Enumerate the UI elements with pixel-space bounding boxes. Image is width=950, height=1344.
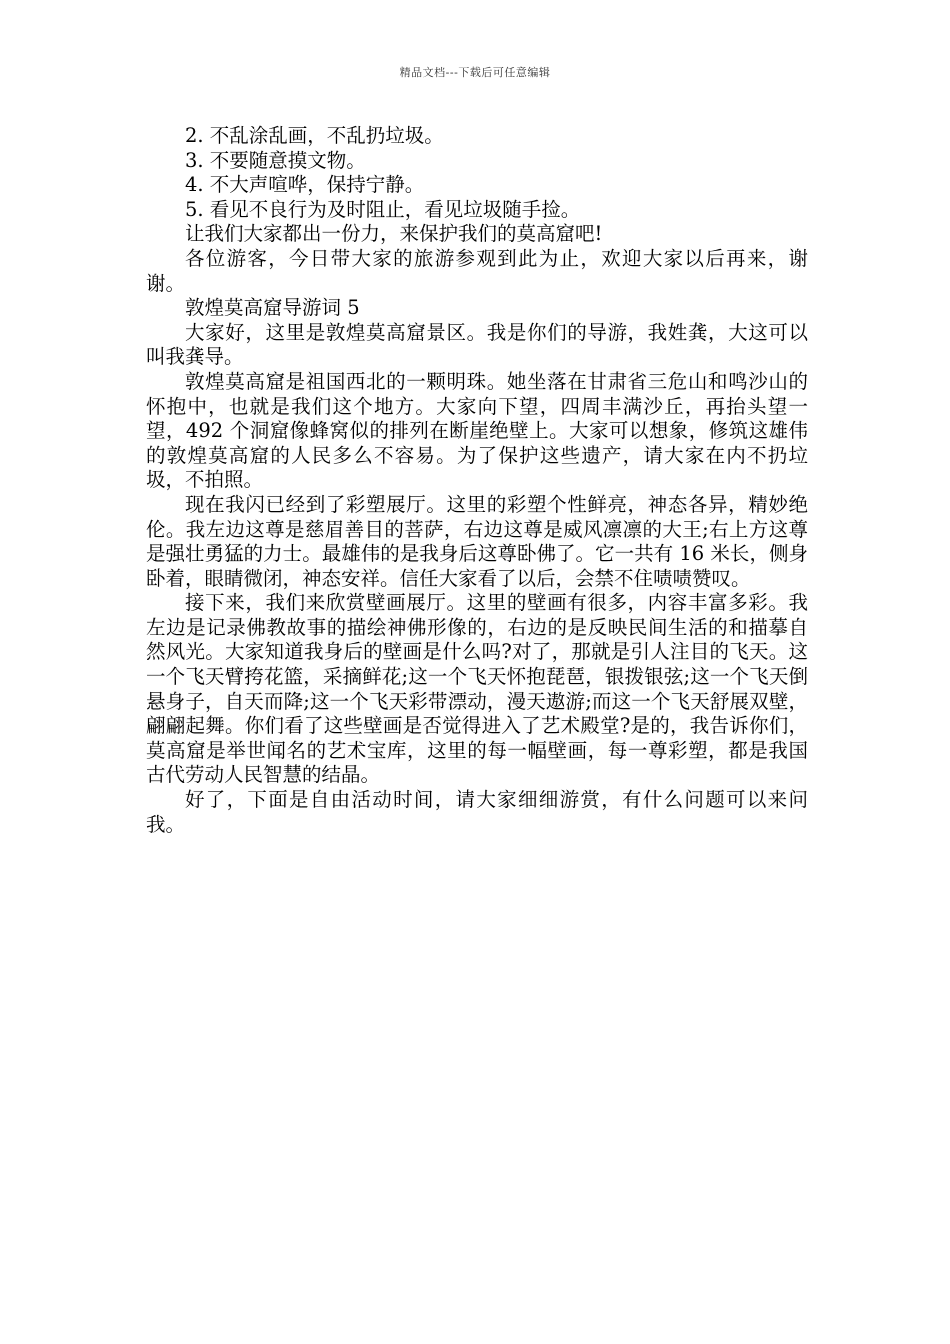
mural-hall-paragraph: 接下来，我们来欣赏壁画展厅。这里的壁画有很多，内容丰富多彩。我左边是记录佛教故事的描绘神佛形像的，右边的是反映民间生活的和描摹自然风光。大家知道我身后的壁画是什么吗?对了，那就是引人注目的飞天。这一个飞天臂挎花篮，采摘鲜花;这一个飞天怀抱琵琶，银拨银弦;这一个飞天倒悬身子，自天而降;这一个飞天彩带漂动，漫天遨游;而这一个飞天舒展双壁，翩翩起舞。你们看了这些壁画是否觉得进入了艺术殿堂?是的，我告诉你们，莫高窟是举世闻名的艺术宝库，这里的每一幅壁画，每一尊彩塑，都是我国古代劳动人民智慧的结晶。: [146, 591, 808, 787]
rule-item-2: 2. 不乱涂乱画，不乱扔垃圾。: [185, 124, 444, 147]
page-header: 精品文档---下载后可任意编辑: [399, 66, 551, 79]
rule-item-5: 5. 看见不良行为及时阻止，看见垃圾随手捡。: [185, 197, 581, 221]
closing-paragraph: 各位游客，今日带大家的旅游参观到此为止，欢迎大家以后再来，谢谢。: [146, 246, 808, 295]
document-body: [146, 124, 808, 837]
greeting-paragraph: 大家好，这里是敦煌莫高窟景区。我是你们的导游，我姓龚，大这可以叫我龚导。: [146, 320, 808, 369]
appeal-paragraph: 让我们大家都出一份力，来保护我们的莫高窟吧!: [185, 222, 603, 246]
rule-item-4: 4. 不大声喧哗，保持宁静。: [185, 173, 425, 197]
free-time-paragraph: 好了，下面是自由活动时间，请大家细细游赏，有什么问题可以来问我。: [146, 788, 808, 836]
sculpture-hall-paragraph: 现在我闪已经到了彩塑展厅。这里的彩塑个性鲜亮，神态各异，精妙绝伦。我左边这尊是慈眉善目的菩萨，右边这尊是威风凛凛的大王;右上方这尊是强壮勇猛的力士。最雄伟的是我身后这尊卧佛了。它一共有 16 米长，侧身卧着，眼睛微闭，神态安祥。信任大家看了以后，会禁不住啧啧赞叹。: [146, 492, 808, 590]
intro-paragraph: 敦煌莫高窟是祖国西北的一颗明珠。她坐落在甘肃省三危山和鸣沙山的怀抱中，也就是我们这个地方。大家向下望，四周丰满沙丘，再抬头望一望，492 个洞窟像蜂窝似的排列在断崖绝壁上。大家可以想象，修筑这雄伟的敦煌莫高窟的人民多么不容易。为了保护这些遗产，请大家在内不扔垃圾，不拍照。: [146, 369, 808, 492]
section-title: 敦煌莫高窟导游词 5: [185, 296, 360, 320]
rule-item-3: 3. 不要随意摸文物。: [185, 148, 366, 172]
